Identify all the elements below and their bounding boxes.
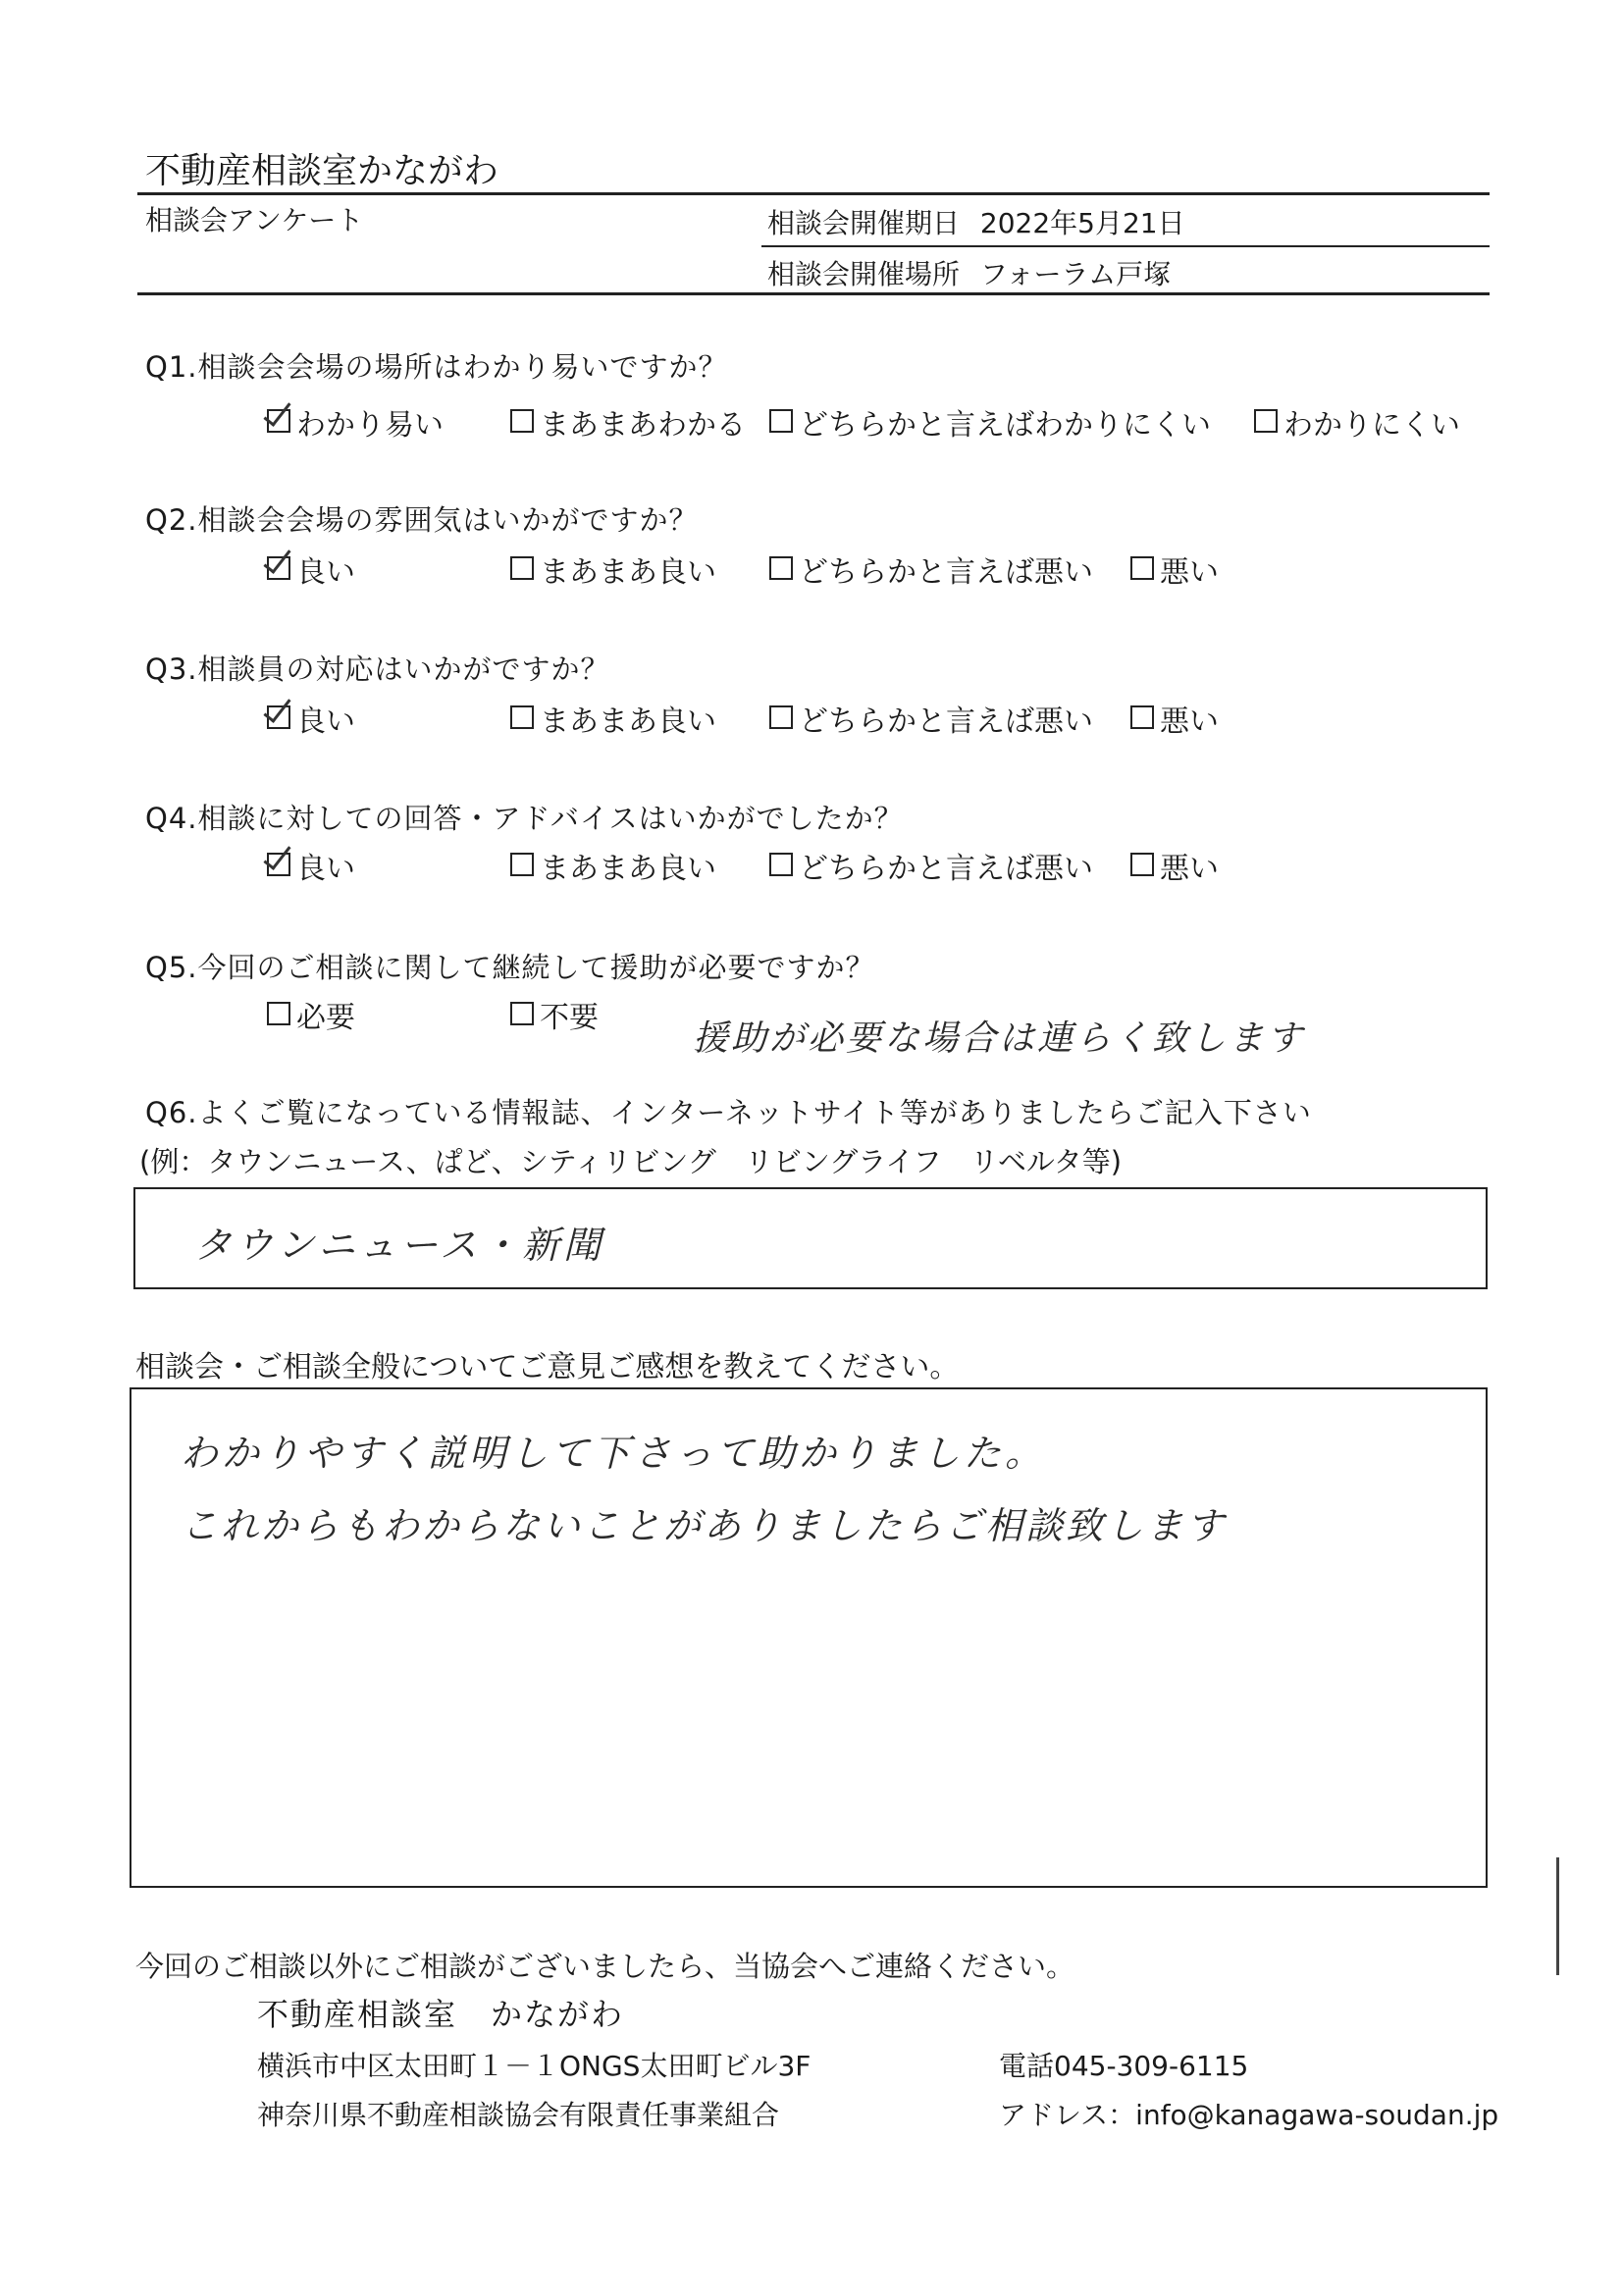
event-date-label: 相談会開催期日 — [767, 207, 961, 239]
event-place — [767, 253, 1171, 292]
q3-option-2[interactable]: まあまあ良い — [510, 697, 716, 740]
checkbox[interactable] — [1130, 853, 1154, 876]
checkbox[interactable] — [267, 1002, 290, 1025]
event-place-label: 相談会開催場所 — [767, 258, 961, 290]
q1-option-1[interactable]: わかり易い — [267, 400, 444, 444]
checkbox-checked[interactable] — [267, 556, 290, 580]
question-1: Q1.相談会会場の場所はわかり易いですか？ — [145, 350, 728, 384]
q4-option-1[interactable]: 良い — [267, 844, 355, 887]
comments-box[interactable] — [130, 1387, 1488, 1888]
question-5: Q5.今回のご相談に関して継続して援助が必要ですか？ — [145, 951, 875, 984]
comments-line-1: わかりやすく説明して下さって助かりました。 — [181, 1432, 1047, 1475]
event-date — [767, 202, 1185, 241]
checkbox[interactable] — [1130, 705, 1154, 729]
question-4: Q4.相談に対しての回答・アドバイスはいかがでしたか？ — [145, 802, 904, 835]
event-date-value: 2022年5月21日 — [979, 207, 1185, 239]
checkbox-checked[interactable] — [267, 705, 290, 729]
footer-organization: 不動産相談室 かながわ — [257, 1996, 625, 2033]
header-divider-top — [137, 192, 1490, 195]
checkbox[interactable] — [1254, 409, 1278, 433]
q5-handwritten-note: 援助が必要な場合は連らく致します — [693, 1018, 1306, 1059]
q2-option-2[interactable]: まあまあ良い — [510, 548, 716, 591]
q1-option-4[interactable]: わかりにくい — [1254, 400, 1460, 444]
date-divider — [761, 245, 1490, 247]
q3-option-1[interactable]: 良い — [267, 697, 355, 740]
checkbox[interactable] — [510, 853, 534, 876]
q6-answer-box[interactable] — [133, 1187, 1488, 1289]
survey-title: 相談会アンケート — [145, 204, 364, 236]
q6-example: (例：タウンニュース、ぱど、シティリビング リビングライフ リベルタ等) — [139, 1145, 1123, 1178]
q4-option-4[interactable]: 悪い — [1130, 844, 1219, 887]
checkbox[interactable] — [769, 853, 793, 876]
checkbox-checked[interactable] — [267, 409, 290, 433]
q1-option-3[interactable]: どちらかと言えばわかりにくい — [769, 400, 1211, 444]
checkbox[interactable] — [510, 1002, 534, 1025]
question-3: Q3.相談員の対応はいかがですか？ — [145, 652, 610, 686]
checkbox[interactable] — [510, 409, 534, 433]
q2-option-1[interactable]: 良い — [267, 548, 355, 591]
event-place-value: フォーラム戸塚 — [979, 258, 1172, 290]
comments-line-2: これからもわからないことがありましたらご相談致します — [181, 1504, 1228, 1547]
q4-option-3[interactable]: どちらかと言えば悪い — [769, 844, 1093, 887]
footer-address: 横浜市中区太田町１－１ONGS太田町ビル3F — [257, 2050, 812, 2082]
footer-note: 今回のご相談以外にご相談がございましたら、当協会へご連絡ください。 — [135, 1950, 1075, 1983]
q4-option-2[interactable]: まあまあ良い — [510, 844, 716, 887]
checkbox[interactable] — [1130, 556, 1154, 580]
checkbox[interactable] — [769, 705, 793, 729]
q6-answer: タウンニュース・新聞 — [194, 1224, 605, 1267]
checkbox-checked[interactable] — [267, 853, 290, 876]
margin-mark — [1556, 1857, 1559, 1975]
organization-title: 不動産相談室かながわ — [145, 151, 499, 191]
q2-option-3[interactable]: どちらかと言えば悪い — [769, 548, 1093, 591]
header-divider-bottom — [137, 292, 1490, 295]
comments-prompt: 相談会・ご相談全般についてご意見ご感想を教えてください。 — [135, 1350, 960, 1384]
q5-option-2[interactable]: 不要 — [510, 993, 599, 1036]
q1-option-2[interactable]: まあまあわかる — [510, 400, 746, 444]
checkbox[interactable] — [769, 556, 793, 580]
footer-phone: 電話045-309-6115 — [999, 2050, 1249, 2082]
checkbox[interactable] — [510, 705, 534, 729]
checkbox[interactable] — [510, 556, 534, 580]
q2-option-4[interactable]: 悪い — [1130, 548, 1219, 591]
footer-association: 神奈川県不動産相談協会有限責任事業組合 — [257, 2099, 780, 2131]
q3-option-4[interactable]: 悪い — [1130, 697, 1219, 740]
q5-option-1[interactable]: 必要 — [267, 993, 355, 1036]
checkbox[interactable] — [769, 409, 793, 433]
question-6: Q6.よくご覧になっている情報誌、インターネットサイト等がありましたらご記入下さい — [145, 1096, 1312, 1129]
question-2: Q2.相談会会場の雰囲気はいかがですか？ — [145, 503, 699, 537]
q3-option-3[interactable]: どちらかと言えば悪い — [769, 697, 1093, 740]
footer-email: アドレス：info@kanagawa-soudan.jp — [999, 2099, 1499, 2131]
